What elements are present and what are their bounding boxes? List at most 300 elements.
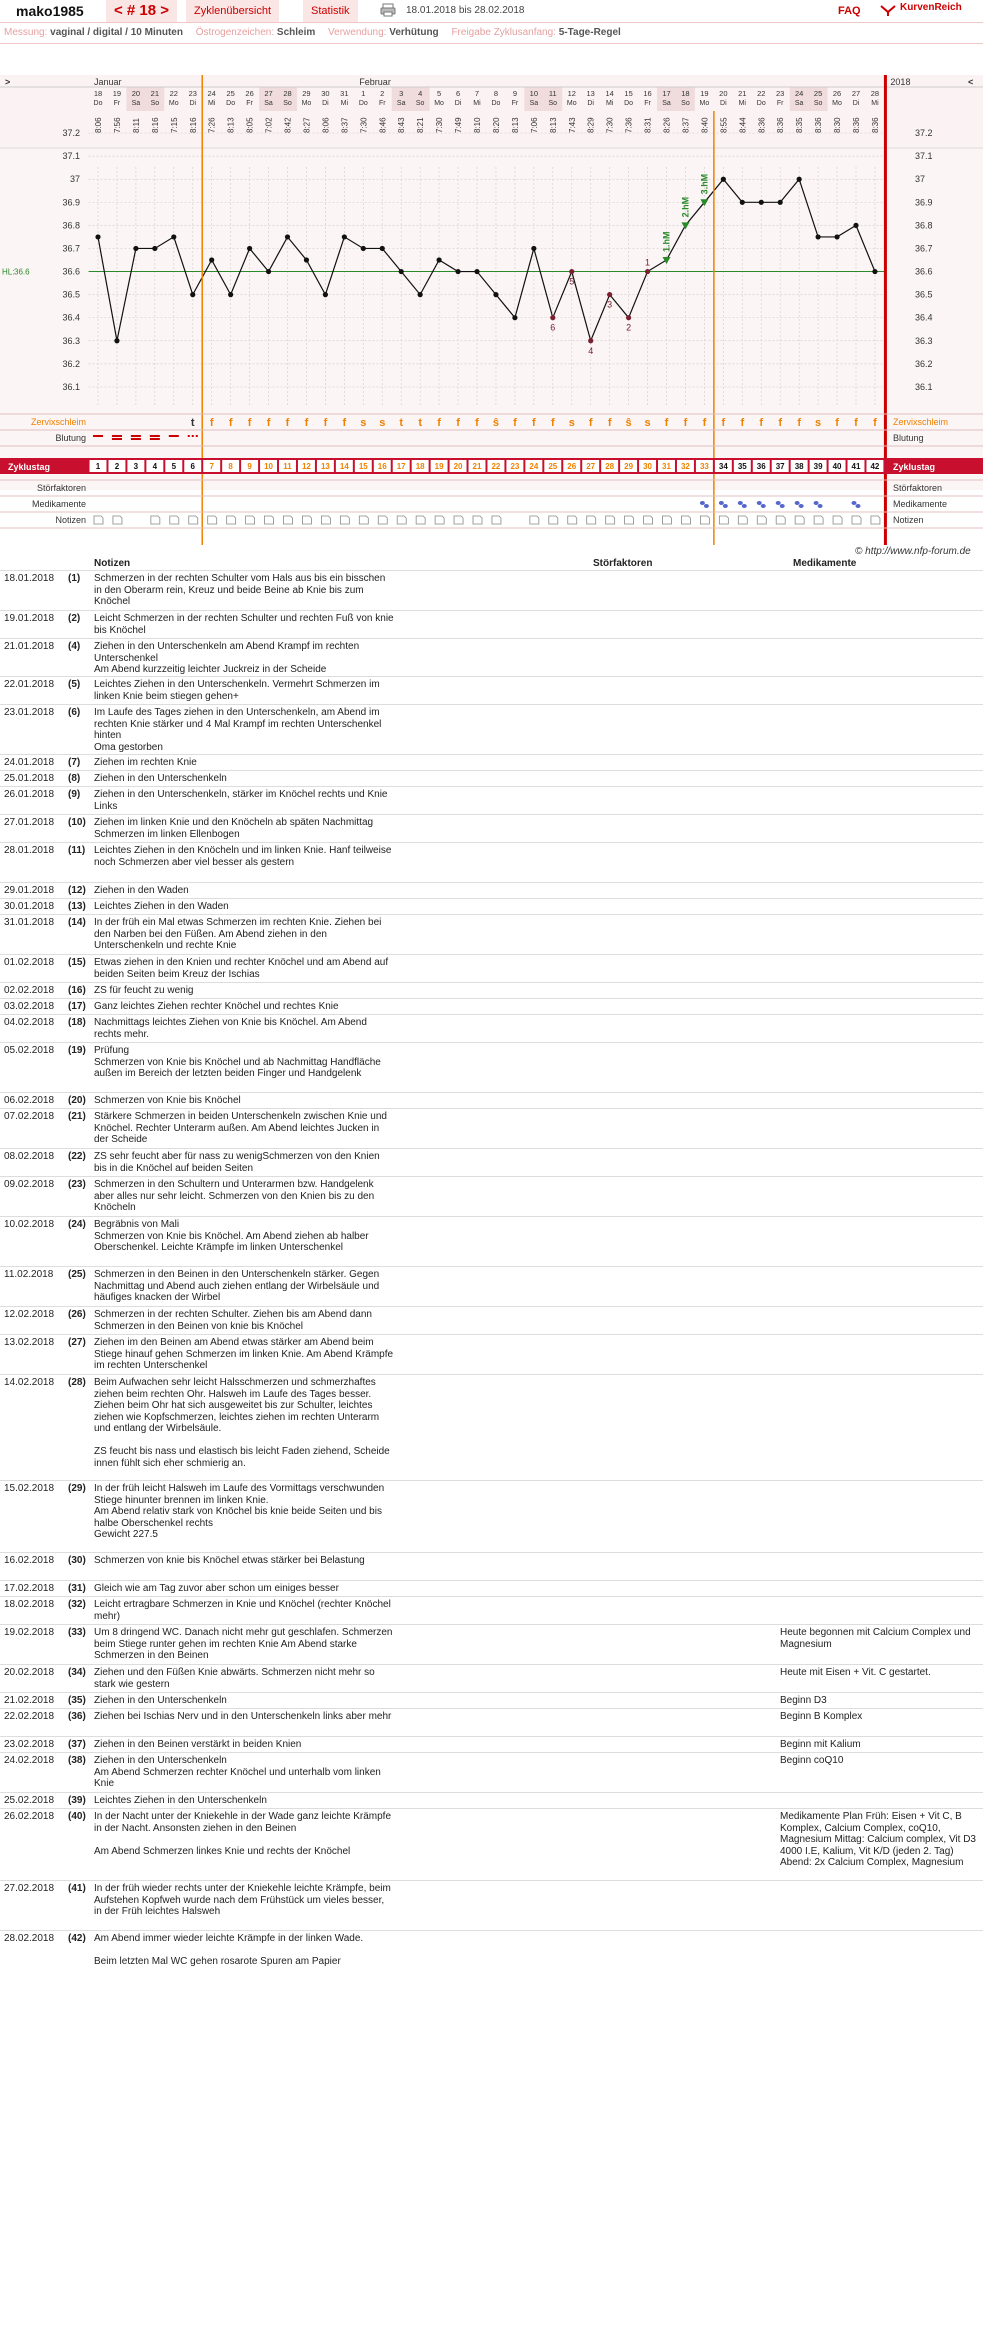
note-meds: Beginn coQ10: [780, 1755, 844, 1766]
note-icon: [189, 516, 198, 524]
note-cycleday: (42): [68, 1933, 86, 1944]
note-meds: Beginn D3: [780, 1695, 827, 1706]
time-label: 8:37: [340, 117, 350, 133]
time-label: 7:30: [605, 117, 615, 133]
high-temp-label: 2.hM: [680, 196, 691, 218]
temperature-point: [418, 292, 423, 297]
note-icon: [833, 516, 842, 524]
time-label: 8:44: [738, 117, 748, 133]
usage-value: Verhütung: [389, 27, 439, 38]
y-tick-left: 37.2: [62, 128, 80, 139]
note-icon: [814, 516, 823, 524]
note-cycleday: (14): [68, 917, 86, 928]
note-cycleday: (27): [68, 1337, 86, 1348]
note-row: [0, 1092, 983, 1109]
bleeding-mark: [131, 438, 141, 440]
note-date: 09.02.2018: [4, 1179, 55, 1190]
cervix-value: t: [399, 417, 404, 429]
day-label: 19: [700, 89, 709, 98]
statistics-button[interactable]: Statistik: [303, 0, 358, 22]
note-text: Schmerzen in den Beinen in den Unterschenkeln stärker. Gegen Nachmittag und Abend auch ziehen entlang der Wirbelsäule und häufiges knacken der Wirbel: [94, 1269, 382, 1303]
date-range: 18.01.2018 bis 28.02.2018: [406, 5, 525, 16]
cycle-chart: [0, 75, 983, 545]
weekday-label: Di: [587, 100, 595, 107]
cycleday-value: 27: [586, 462, 596, 471]
note-icon: [644, 516, 653, 524]
high-temp-label: 3.hM: [699, 173, 710, 195]
note-date: 11.02.2018: [4, 1269, 54, 1280]
chart-nav-left: >: [5, 77, 11, 87]
note-row: [0, 1266, 983, 1307]
weekday-label: Mi: [208, 100, 216, 107]
note-text: Schmerzen in der rechten Schulter. Ziehen bis am Abend dann Schmerzen in den Beinen von knie bis Knöchel: [94, 1309, 375, 1332]
note-cycleday: (39): [68, 1795, 86, 1806]
weekday-label: Mi: [473, 100, 481, 107]
note-cycleday: (37): [68, 1739, 86, 1750]
note-cycleday: (32): [68, 1599, 86, 1610]
cycleday-value: 23: [510, 462, 520, 471]
note-icon: [246, 516, 255, 524]
cervix-value: f: [532, 417, 536, 429]
day-label: 30: [321, 89, 330, 98]
temperature-point: [152, 246, 157, 251]
weekday-label: Mo: [699, 100, 710, 107]
cervix-value: f: [285, 417, 290, 429]
temperature-point: [607, 292, 612, 297]
weekday-label: So: [415, 100, 425, 107]
time-label: 7:26: [207, 117, 217, 133]
day-label: 6: [455, 89, 461, 98]
pill-icon: [723, 504, 728, 508]
weekday-label: Fr: [113, 100, 121, 107]
note-row: [0, 1624, 983, 1665]
cycleday-value: 18: [415, 462, 425, 471]
temperature-point: [266, 269, 271, 274]
temperature-point: [171, 234, 176, 239]
note-date: 17.02.2018: [4, 1583, 55, 1594]
cervix-value: f: [456, 417, 460, 429]
day-label: 19: [112, 89, 122, 98]
temperature-point: [740, 200, 745, 205]
cycleday-value: 25: [548, 462, 558, 471]
weekday-label: Fr: [644, 100, 651, 107]
note-cycleday: (29): [68, 1483, 86, 1494]
weekday-label: Di: [720, 100, 727, 107]
note-row: [0, 1580, 983, 1597]
y-tick-right: 37.1: [915, 151, 933, 162]
weekday-label: Mo: [434, 100, 444, 107]
pill-icon: [818, 504, 823, 508]
cervix-value: f: [588, 417, 593, 429]
estrogen-label: Östrogenzeichen:: [195, 27, 275, 38]
low-temp-label: 3: [607, 299, 613, 310]
note-text: Ziehen in den Unterschenkeln: [94, 773, 227, 784]
note-row: [0, 676, 983, 705]
cervix-value: s: [379, 417, 386, 429]
temperature-point: [778, 200, 783, 205]
day-label: 25: [226, 89, 235, 98]
note-date: 06.02.2018: [4, 1095, 55, 1106]
note-row: [0, 1306, 983, 1335]
note-row: [0, 842, 983, 883]
day-label: 24: [207, 89, 216, 98]
weekday-label: Mi: [871, 100, 879, 107]
note-text: Ziehen in den Waden: [94, 885, 189, 896]
temperature-point: [759, 200, 764, 205]
temperature-point: [645, 269, 650, 274]
note-icon: [663, 516, 672, 524]
weekday-label: Mo: [832, 100, 842, 107]
note-meds: Heute mit Eisen + Vit. C gestartet.: [780, 1667, 931, 1678]
cervix-value: f: [854, 417, 858, 429]
note-row: [0, 1664, 983, 1693]
weekday-label: So: [681, 100, 690, 107]
time-label: 8:42: [283, 117, 293, 133]
weekday-label: Sa: [396, 100, 406, 107]
note-row: [0, 1752, 983, 1793]
time-label: 8:13: [548, 117, 558, 133]
faq-link[interactable]: FAQ: [838, 5, 861, 17]
note-text: Beim Aufwachen sehr leicht Halsschmerzen und schmerzhaftes ziehen beim rechten Ohr. Halsweh im Laufe des Tages besser. Ziehen beim Ohr hat sich ausgeweitet bis zur Schulter, leichtes ziehen wie Kopfschmerzen, leichtes ziehen im rechten Unterarm und entlang der Wirbelsäule. ZS feucht bis nass und elastisch bis leicht Faden ziehend, Scheide innen fühlt sich eher schmierig an.: [94, 1377, 390, 1469]
weekday-label: Mi: [738, 100, 746, 107]
cycleday-value: 37: [775, 462, 785, 471]
time-label: 8:16: [150, 117, 160, 133]
temperature-point: [209, 257, 214, 262]
bleeding-mark: [150, 435, 160, 437]
bleeding-mark: [196, 435, 198, 437]
bleeding-mark: [93, 435, 103, 437]
cycleday-value: 3: [133, 462, 139, 471]
day-label: 26: [245, 89, 254, 98]
note-row: [0, 1148, 983, 1177]
note-row: [0, 1480, 983, 1553]
low-temp-label: 4: [588, 345, 594, 356]
y-tick-right: 36.7: [915, 243, 933, 254]
temperature-point: [455, 269, 460, 274]
day-label: 14: [605, 89, 614, 98]
note-row: [0, 1792, 983, 1809]
weekday-label: Do: [93, 100, 103, 107]
y-tick-right: 36.4: [915, 312, 933, 323]
note-text: Schmerzen von knie bis Knöchel etwas stärker bei Belastung: [94, 1555, 365, 1566]
note-text: Ziehen und den Füßen Knie abwärts. Schmerzen nicht mehr so stark wie gestern: [94, 1667, 378, 1690]
note-text: Schmerzen von Knie bis Knöchel: [94, 1095, 241, 1106]
note-cycleday: (6): [68, 707, 81, 718]
temperature-point: [361, 246, 366, 251]
note-date: 29.01.2018: [4, 885, 55, 896]
pill-icon: [852, 501, 857, 505]
cycle-nav-button[interactable]: < # 18 >: [106, 0, 177, 22]
copyright[interactable]: © http://www.nfp-forum.de: [855, 546, 971, 557]
cervix-value: t: [418, 417, 422, 429]
temperature-point: [493, 292, 498, 297]
cervix-value: t: [190, 417, 195, 429]
y-tick-left: 36.1: [62, 381, 80, 392]
pill-icon: [742, 504, 747, 508]
cervix-value: f: [266, 417, 271, 429]
weekday-label: Sa: [662, 100, 671, 107]
cycleday-label: Zyklustag: [8, 462, 51, 472]
temperature-point: [834, 234, 839, 239]
note-text: In der früh leicht Halsweh im Laufe des Vormittags verschwunden Stiege hinunter brennen im linken Knie. Am Abend relativ stark von Knöchel bis knie beide Seiten und bis halbe Oberschenkel rechts Gewicht 227.5: [94, 1483, 385, 1540]
cycleday-value: 35: [737, 462, 747, 471]
note-icon: [302, 516, 311, 524]
weekday-label: Di: [852, 100, 860, 107]
note-cycleday: (15): [68, 957, 86, 968]
note-text: Gleich wie am Tag zuvor aber schon um einiges besser: [94, 1583, 339, 1594]
note-cycleday: (30): [68, 1555, 86, 1566]
time-label: 8:16: [188, 117, 198, 133]
y-tick-right: 37.2: [915, 128, 933, 139]
cycleday-value: 29: [624, 462, 634, 471]
note-text: Leicht Schmerzen in der rechten Schulter und rechten Fuß von knie bis Knöchel: [94, 613, 397, 636]
note-cycleday: (22): [68, 1151, 86, 1162]
note-cycleday: (25): [68, 1269, 86, 1280]
time-label: 7:15: [169, 117, 179, 133]
note-date: 26.01.2018: [4, 789, 55, 800]
printer-icon[interactable]: [380, 3, 396, 17]
note-text: Stärkere Schmerzen in beiden Unterschenkeln zwischen Knie und Knöchel. Rechter Unterarm außen. Am Abend leichtes Jucken in der Scheide: [94, 1111, 390, 1145]
day-label: 27: [264, 89, 273, 98]
bleeding-mark: [188, 435, 190, 437]
temperature-point: [531, 246, 536, 251]
note-row: [0, 610, 983, 639]
time-label: 7:49: [454, 117, 464, 133]
low-temp-label: 2: [626, 322, 632, 333]
y-tick-right: 36.9: [915, 197, 933, 208]
cervix-value: f: [797, 417, 801, 429]
note-cycleday: (16): [68, 985, 86, 996]
cycleday-value: 2: [114, 462, 120, 471]
pill-icon: [776, 501, 781, 505]
note-text: Ziehen in den Unterschenkeln, stärker im Knöchel rechts und Knie Links: [94, 789, 391, 812]
measurement-label: Messung:: [4, 27, 48, 38]
weekday-label: Do: [226, 100, 236, 107]
cycleday-value: 14: [339, 462, 349, 471]
month-label: Januar: [94, 77, 122, 87]
cervix-value: f: [740, 417, 745, 429]
bleeding-label: Blutung: [55, 433, 86, 443]
note-icon: [871, 516, 880, 524]
pill-icon: [856, 504, 861, 508]
note-meds: Beginn mit Kalium: [780, 1739, 861, 1750]
time-label: 8:13: [226, 117, 236, 133]
temperature-point: [114, 338, 119, 343]
note-date: 27.02.2018: [4, 1883, 55, 1894]
time-label: 8:10: [473, 117, 482, 133]
day-label: 23: [776, 89, 785, 98]
bleeding-mark: [192, 435, 194, 437]
note-icon: [378, 516, 387, 524]
cycleday-value: 42: [870, 462, 880, 471]
note-date: 04.02.2018: [4, 1017, 55, 1028]
release-label: Freigabe Zyklusanfang:: [451, 27, 556, 38]
note-date: 30.01.2018: [4, 901, 55, 912]
time-label: 8:21: [416, 117, 426, 133]
note-icon: [549, 516, 558, 524]
y-tick-right: 36.8: [915, 220, 933, 231]
day-label: 9: [512, 89, 517, 98]
note-row: [0, 814, 983, 843]
cycleday-label-right: Zyklustag: [893, 462, 936, 472]
note-row: [0, 954, 983, 983]
bleeding-mark: [112, 435, 122, 437]
note-text: Ziehen im rechten Knie: [94, 757, 197, 768]
low-temp-label: 1: [645, 257, 651, 268]
y-tick-left: 36.8: [62, 220, 80, 231]
pill-icon: [814, 501, 819, 505]
bleeding-label-right: Blutung: [893, 433, 924, 443]
note-date: 19.02.2018: [4, 1627, 55, 1638]
time-label: 8:46: [378, 117, 388, 133]
cover-line-label: HL:: [2, 267, 15, 277]
cycleday-value: 12: [301, 462, 311, 471]
note-row: [0, 1708, 983, 1737]
cycleday-value: 4: [152, 462, 158, 471]
cycleday-value: 39: [813, 462, 823, 471]
cervix-value: f: [778, 417, 783, 429]
cycleday-value: 28: [605, 462, 615, 471]
cycleday-value: 11: [283, 462, 292, 471]
day-label: 29: [302, 89, 311, 98]
note-row: [0, 1176, 983, 1217]
cervix-value: f: [607, 417, 612, 429]
note-cycleday: (34): [68, 1667, 86, 1678]
y-tick-right: 36.3: [915, 335, 933, 346]
day-label: 28: [283, 89, 292, 98]
day-label: 3: [399, 89, 404, 98]
header-bg: [0, 75, 983, 150]
cycleday-value: 1: [95, 462, 101, 471]
high-temp-label: 1.hM: [661, 231, 672, 252]
cycleday-value: 7: [209, 462, 214, 471]
note-text: ZS sehr feucht aber für nass zu wenigSchmerzen von den Knien bis in die Knöchel auf beiden Seiten: [94, 1151, 383, 1174]
note-date: 21.02.2018: [4, 1695, 55, 1706]
weekday-label: Sa: [794, 100, 804, 107]
note-date: 10.02.2018: [4, 1219, 55, 1230]
notes-row-label: Notizen: [55, 515, 86, 525]
temperature-point: [797, 177, 802, 182]
cycleday-value: 15: [358, 462, 368, 471]
disturb-label: Störfaktoren: [36, 483, 86, 493]
logo-icon: [880, 3, 896, 17]
cycleday-value: 30: [643, 462, 653, 471]
y-tick-left: 36.4: [62, 312, 80, 323]
note-text: Leichtes Ziehen in den Waden: [94, 901, 229, 912]
pill-icon: [700, 501, 705, 505]
note-icon: [738, 516, 747, 524]
cycleday-value: 5: [171, 462, 177, 471]
cycle-overview-button[interactable]: Zyklenübersicht: [186, 0, 279, 22]
cervix-label: Zervixschleim: [30, 417, 86, 427]
cycleday-value: 31: [662, 462, 671, 471]
cycleday-value: 21: [472, 462, 482, 471]
note-icon: [852, 516, 861, 524]
time-label: 8:36: [870, 117, 880, 133]
note-row: [0, 770, 983, 787]
note-cycleday: (9): [68, 789, 81, 800]
note-date: 24.01.2018: [4, 757, 55, 768]
note-row: [0, 1334, 983, 1375]
y-tick-left: 36.5: [62, 289, 80, 300]
brand-name[interactable]: KurvenReich: [900, 2, 962, 13]
note-icon: [208, 516, 217, 524]
note-icon: [587, 516, 596, 524]
temperature-point: [133, 246, 138, 251]
y-tick-right: 36.6: [915, 266, 933, 277]
note-text: Ziehen in den Unterschenkeln Am Abend Schmerzen rechter Knöchel und unterhalb vom linken Knie: [94, 1755, 381, 1789]
cervix-value: f: [209, 417, 214, 429]
low-temp-label: 5: [569, 276, 575, 287]
note-row: [0, 754, 983, 771]
cervix-value: f: [702, 417, 707, 429]
note-text: Leichtes Ziehen in den Unterschenkeln: [94, 1795, 267, 1806]
cervix-value: f: [550, 417, 555, 429]
time-label: 8:27: [302, 117, 312, 133]
note-text: Schmerzen in den Schultern und Unterarmen bzw. Handgelenk aber alles nur sehr leicht. Schmerzen von den Knien bis zu den Knöcheln: [94, 1179, 377, 1213]
cervix-value: s: [568, 417, 575, 429]
cervix-value: s: [815, 417, 822, 429]
pill-icon: [719, 501, 724, 505]
note-row: [0, 1930, 983, 1981]
weekday-label: Di: [454, 100, 462, 107]
note-date: 22.01.2018: [4, 679, 55, 690]
day-label: 13: [586, 89, 595, 98]
note-icon: [530, 516, 539, 524]
cervix-value: f: [437, 417, 441, 429]
note-date: 18.02.2018: [4, 1599, 55, 1610]
note-text: Schmerzen in der rechten Schulter vom Hals aus bis ein bisschen in den Oberarm rein, Kreuz und beide Beine ab Knie bis zum Knöchel: [94, 573, 389, 607]
cervix-label-right: Zervixschleim: [893, 417, 949, 427]
note-cycleday: (40): [68, 1811, 86, 1822]
note-cycleday: (36): [68, 1711, 86, 1722]
cycleday-value: 13: [320, 462, 330, 471]
note-date: 20.02.2018: [4, 1667, 55, 1678]
low-temp-label: 6: [550, 322, 556, 333]
note-date: 01.02.2018: [4, 957, 55, 968]
note-icon: [265, 516, 274, 524]
temperature-point: [569, 269, 574, 274]
note-date: 18.01.2018: [4, 573, 55, 584]
day-label: 2: [380, 89, 385, 98]
time-label: 8:30: [833, 117, 843, 133]
day-label: 16: [643, 89, 652, 98]
cervix-value: f: [304, 417, 309, 429]
note-text: Etwas ziehen in den Knien und rechter Knöchel und am Abend auf beiden Seiten beim Kreuz der Ischias: [94, 957, 391, 980]
estrogen-value: Schleim: [276, 27, 316, 38]
weekday-label: So: [150, 100, 160, 107]
weekday-label: Do: [358, 100, 368, 107]
day-label: 7: [474, 89, 480, 98]
note-row: [0, 1014, 983, 1043]
temperature-point: [247, 246, 252, 251]
temperature-point: [228, 292, 233, 297]
note-text: ZS für feucht zu wenig: [94, 985, 194, 996]
notes-header: Notizen: [94, 558, 131, 569]
day-label: 11: [548, 89, 557, 98]
note-date: 25.01.2018: [4, 773, 55, 784]
temperature-point: [304, 257, 309, 262]
note-date: 07.02.2018: [4, 1111, 55, 1122]
temperature-point: [588, 338, 593, 343]
weekday-label: Sa: [131, 100, 141, 107]
note-text: Ziehen in den Unterschenkeln: [94, 1695, 227, 1706]
cycleday-value: 40: [832, 462, 842, 471]
note-date: 31.01.2018: [4, 917, 55, 928]
note-row: [0, 982, 983, 999]
time-label: 8:40: [700, 117, 710, 133]
settings-bar: [0, 23, 983, 44]
